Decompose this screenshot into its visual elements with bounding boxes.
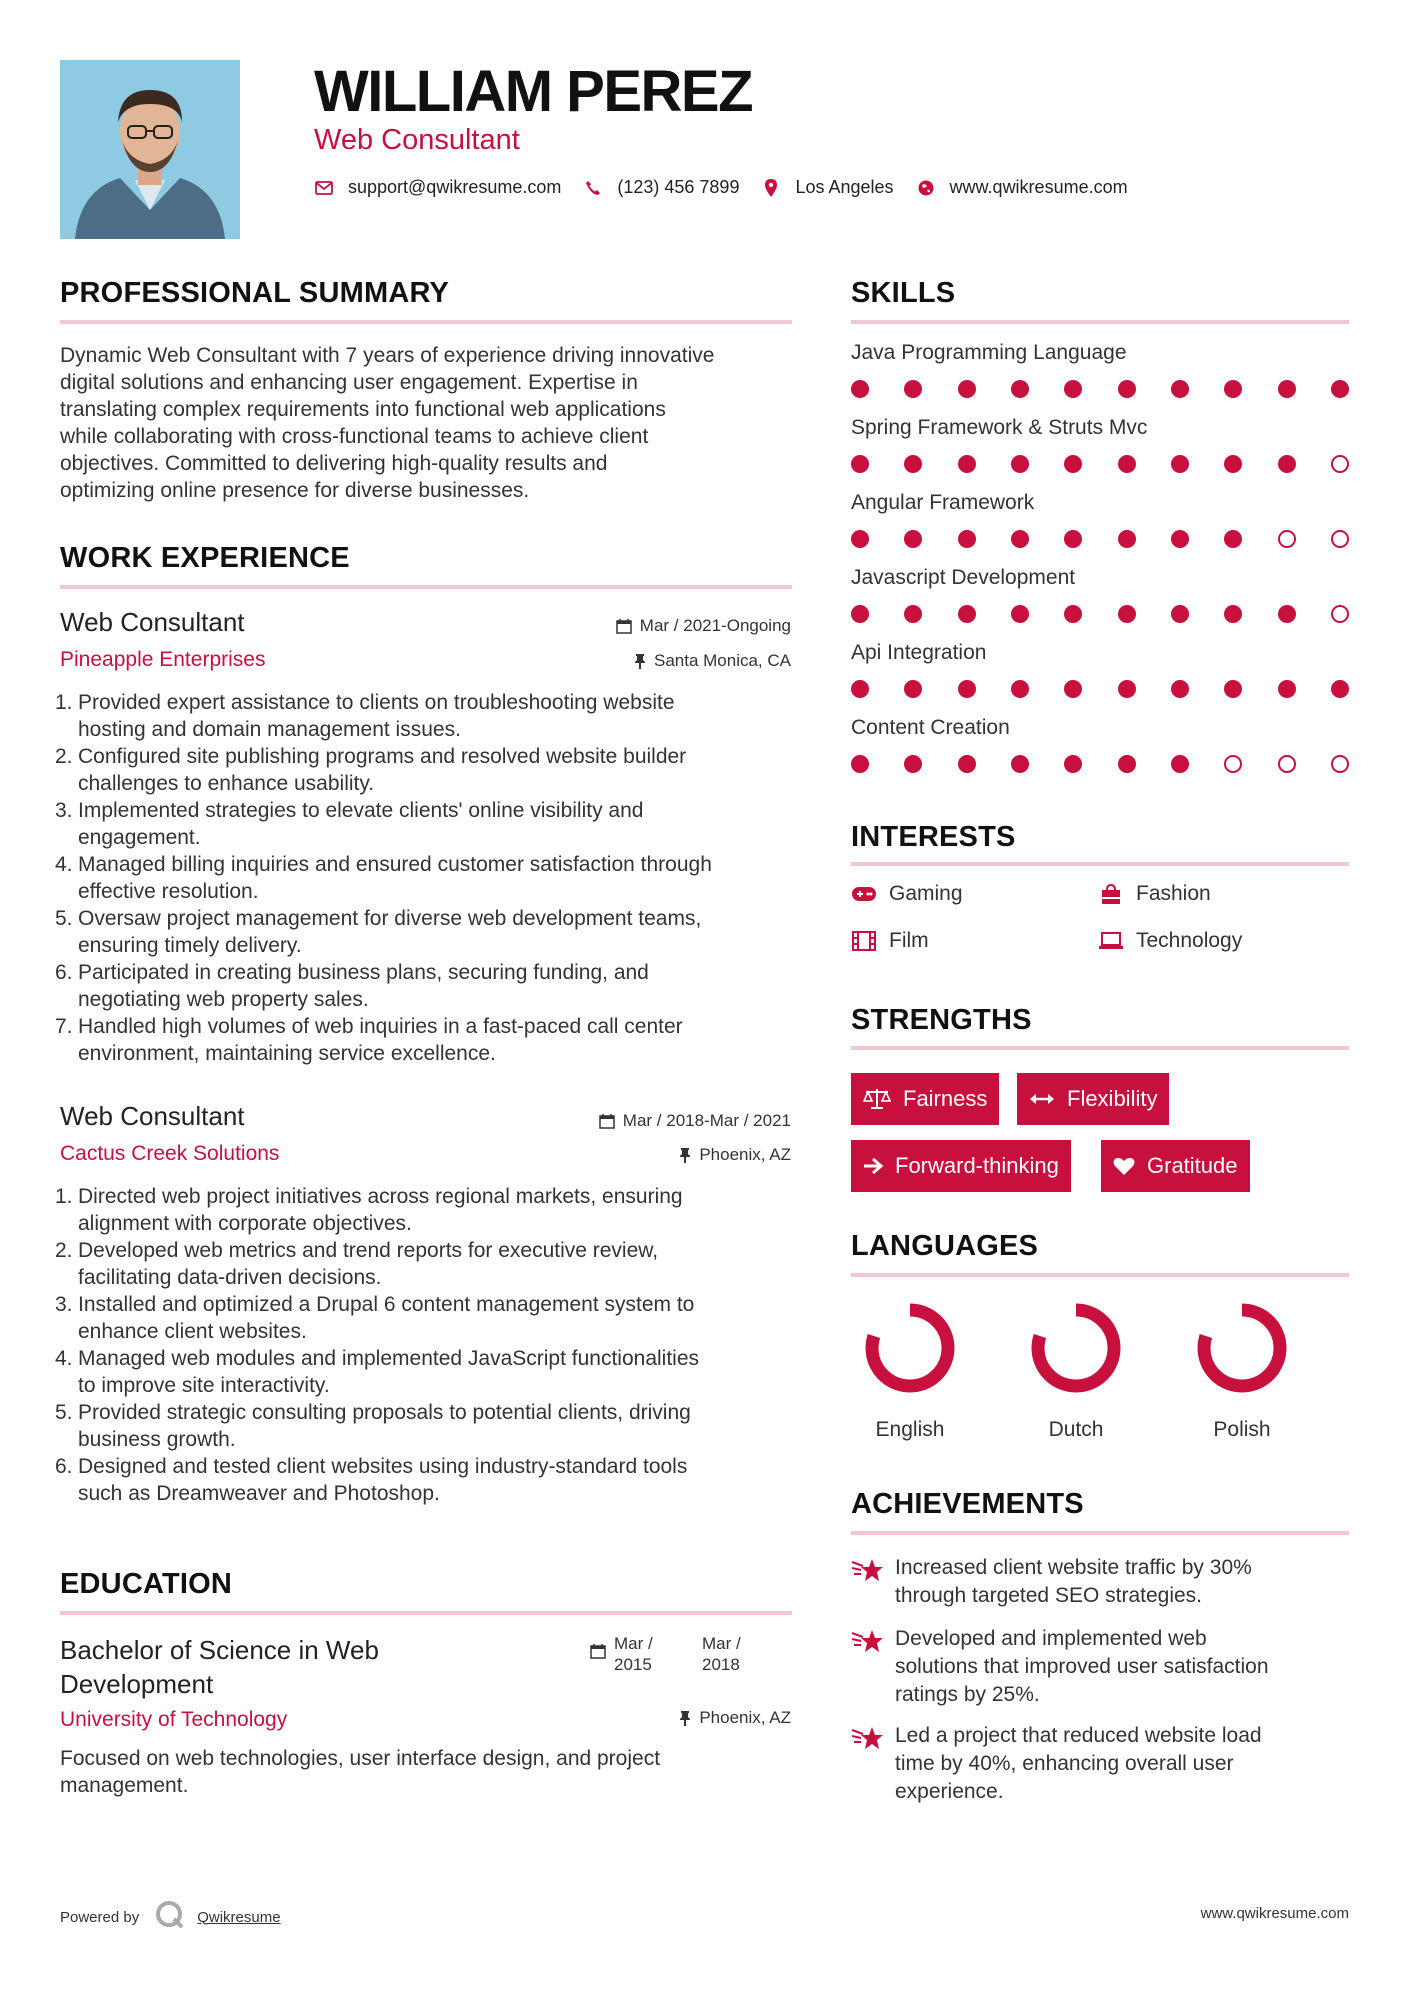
summary-divider: [60, 320, 792, 324]
rating-dot-filled: [1278, 605, 1296, 623]
list-item: [55, 905, 798, 959]
achievement-line: Increased client website traffic by 30%: [895, 1556, 1252, 1579]
list-number: 5.: [55, 1401, 73, 1424]
rating-dot-filled: [851, 755, 869, 773]
list-item: [55, 1291, 798, 1345]
language-level-ring: [1194, 1300, 1290, 1396]
education-location: [679, 1708, 791, 1728]
job-location-text: Santa Monica, CA: [653, 651, 791, 670]
job-dates: [616, 616, 791, 636]
list-item: [55, 1237, 798, 1291]
brand-link[interactable]: Qwikresume: [197, 1908, 281, 1926]
arrow-right-icon: [863, 1157, 883, 1175]
job-company: Pineapple Enterprises: [60, 648, 266, 671]
job-company: Cactus Creek Solutions: [60, 1142, 280, 1165]
gamepad-icon: [851, 883, 877, 905]
interests-heading: INTERESTS: [851, 821, 1016, 853]
education-description: [60, 1745, 800, 1799]
list-line: negotiating web property sales.: [78, 988, 369, 1011]
envelope-icon: [314, 178, 334, 198]
achievement-item: [851, 1625, 1351, 1709]
rating-dot-filled: [1224, 455, 1242, 473]
laptop-icon: [1098, 930, 1124, 952]
rating-dot-filled: [958, 755, 976, 773]
language-level-ring: [1028, 1300, 1124, 1396]
rating-dot-filled: [958, 380, 976, 398]
interest-label: Gaming: [889, 882, 963, 905]
education-end: [702, 1633, 741, 1675]
list-item: [55, 797, 798, 851]
shooting-star-icon: [851, 1722, 895, 1806]
rating-dot-empty: [1331, 605, 1349, 623]
heart-icon: [1113, 1156, 1135, 1176]
job-dates-text: Mar / 2018-Mar / 2021: [622, 1111, 791, 1130]
rating-dot-filled: [1171, 380, 1189, 398]
list-line: Configured site publishing programs and resolved website builder: [78, 745, 687, 768]
list-number: 4.: [55, 1347, 73, 1370]
rating-dot-empty: [1278, 530, 1296, 548]
skill-name: Content Creation: [851, 716, 1010, 739]
pushpin-icon: [679, 1147, 691, 1163]
film-icon: [851, 930, 877, 952]
achievement-line: Developed and implemented web: [895, 1627, 1207, 1650]
list-line: environment, maintaining service excellence.: [78, 1042, 496, 1065]
job-title: Web Consultant: [60, 607, 245, 637]
rating-dot-filled: [1278, 380, 1296, 398]
list-number: 3.: [55, 1293, 73, 1316]
rating-dot-filled: [1278, 455, 1296, 473]
strength-label: Fairness: [903, 1086, 988, 1111]
summary-text: [60, 342, 800, 504]
language-name: Dutch: [1048, 1418, 1104, 1441]
rating-dot-empty: [1331, 755, 1349, 773]
shooting-star-icon: [851, 1554, 895, 1610]
list-line: alignment with corporate objectives.: [78, 1212, 412, 1235]
rating-dot-filled: [958, 680, 976, 698]
strength-tag: [851, 1140, 1071, 1192]
education-heading: EDUCATION: [60, 1568, 233, 1600]
rating-dot-empty: [1278, 755, 1296, 773]
contact-phone[interactable]: (123) 456 7899: [617, 177, 740, 197]
rating-dot-filled: [1331, 680, 1349, 698]
rating-dot-filled: [1118, 380, 1136, 398]
rating-dot-filled: [851, 680, 869, 698]
rating-dot-filled: [851, 605, 869, 623]
list-line: business growth.: [78, 1428, 236, 1451]
rating-dot-filled: [1118, 605, 1136, 623]
rating-dot-filled: [851, 380, 869, 398]
summary-line: digital solutions and enhancing user engagement. Expertise in: [60, 371, 638, 394]
list-line: Participated in creating business plans, securing funding, and: [78, 961, 649, 984]
skill-name: Spring Framework & Struts Mvc: [851, 416, 1148, 439]
list-line: hosting and domain management issues.: [78, 718, 461, 741]
rating-dot-filled: [1118, 755, 1136, 773]
rating-dot-filled: [1118, 530, 1136, 548]
rating-dot-filled: [851, 455, 869, 473]
education-start: [614, 1633, 702, 1675]
list-line: facilitating data-driven decisions.: [78, 1266, 382, 1289]
date-month: Mar /: [614, 1634, 653, 1653]
list-line: engagement.: [78, 826, 201, 849]
experience-heading: WORK EXPERIENCE: [60, 542, 350, 574]
language-level-ring: [862, 1300, 958, 1396]
footer-website[interactable]: www.qwikresume.com: [1200, 1905, 1349, 1922]
list-line: Provided strategic consulting proposals to potential clients, driving: [78, 1401, 691, 1424]
skill-name: Javascript Development: [851, 566, 1076, 589]
language-item: [850, 1300, 970, 1442]
list-item: [55, 743, 798, 797]
pushpin-icon: [634, 653, 646, 669]
degree-title: [60, 1633, 379, 1701]
list-item: [55, 1183, 798, 1237]
summary-line: objectives. Committed to delivering high-quality results and: [60, 452, 608, 475]
rating-dot-filled: [1278, 680, 1296, 698]
strengths-divider: [851, 1046, 1349, 1050]
qwikresume-logo-icon: [155, 1900, 185, 1934]
summary-line: Dynamic Web Consultant with 7 years of experience driving innovative: [60, 344, 715, 367]
rating-dot-filled: [1011, 380, 1029, 398]
job-bullets: [55, 1183, 798, 1507]
language-name: English: [875, 1418, 945, 1441]
achievement-line: ratings by 25%.: [895, 1683, 1040, 1706]
rating-dot-filled: [1224, 380, 1242, 398]
degree-line: Bachelor of Science in Web: [60, 1635, 379, 1665]
rating-dot-empty: [1224, 755, 1242, 773]
candidate-role: Web Consultant: [314, 124, 520, 156]
rating-dot-filled: [851, 530, 869, 548]
interest-label: Film: [889, 929, 929, 952]
list-line: Managed web modules and implemented JavaScript functionalities: [78, 1347, 700, 1370]
achievement-text: [895, 1625, 1269, 1709]
rating-dot-filled: [1224, 680, 1242, 698]
rating-dot-filled: [1171, 755, 1189, 773]
list-number: 6.: [55, 961, 73, 984]
skill-rating: [851, 530, 1349, 548]
interest-item: [851, 929, 929, 953]
degree-line: Development: [60, 1669, 214, 1699]
job-dates-text: Mar / 2021-Ongoing: [639, 616, 791, 635]
strengths-heading: STRENGTHS: [851, 1004, 1032, 1036]
list-line: ensuring timely delivery.: [78, 934, 302, 957]
shopping-bag-icon: [1098, 883, 1124, 905]
job-title: Web Consultant: [60, 1101, 245, 1131]
rating-dot-empty: [1331, 455, 1349, 473]
job-bullets: [55, 689, 798, 1067]
calendar-icon: [590, 1633, 606, 1675]
list-line: Developed web metrics and trend reports for executive review,: [78, 1239, 659, 1262]
list-item: [55, 1345, 798, 1399]
summary-line: translating complex requirements into functional web applications: [60, 398, 666, 421]
achievements-heading: ACHIEVEMENTS: [851, 1488, 1084, 1520]
skill-rating: [851, 380, 1349, 398]
rating-dot-filled: [1118, 680, 1136, 698]
job-dates: [599, 1111, 791, 1131]
strength-label: Flexibility: [1067, 1086, 1158, 1111]
interests-divider: [851, 862, 1349, 866]
rating-dot-filled: [1011, 455, 1029, 473]
list-line: Oversaw project management for diverse web development teams,: [78, 907, 702, 930]
skill-name: Angular Framework: [851, 491, 1035, 514]
list-number: 1.: [55, 691, 73, 714]
language-item: [1182, 1300, 1302, 1442]
job-location-text: Phoenix, AZ: [699, 1145, 791, 1164]
skills-divider: [851, 320, 1349, 324]
rating-dot-filled: [1011, 755, 1029, 773]
education-divider: [60, 1611, 792, 1615]
summary-heading: PROFESSIONAL SUMMARY: [60, 277, 450, 309]
school-name: University of Technology: [60, 1708, 288, 1731]
strength-tag: [1017, 1073, 1169, 1125]
list-item: [55, 1453, 798, 1507]
rating-dot-filled: [904, 380, 922, 398]
list-item: [55, 1399, 798, 1453]
list-item: [55, 1013, 798, 1067]
rating-dot-filled: [1224, 530, 1242, 548]
list-item: [55, 689, 798, 743]
achievement-line: through targeted SEO strategies.: [895, 1584, 1203, 1607]
interest-label: Fashion: [1136, 882, 1211, 905]
rating-dot-filled: [1171, 680, 1189, 698]
contact-location: Los Angeles: [795, 177, 894, 197]
rating-dot-filled: [904, 680, 922, 698]
list-line: Managed billing inquiries and ensured customer satisfaction through: [78, 853, 712, 876]
rating-dot-filled: [1224, 605, 1242, 623]
skills-heading: SKILLS: [851, 277, 956, 309]
globe-icon: [916, 178, 936, 198]
arrows-horizontal-icon: [1029, 1092, 1055, 1106]
rating-dot-filled: [1331, 380, 1349, 398]
list-line: to improve site interactivity.: [78, 1374, 330, 1397]
achievement-line: Led a project that reduced website load: [895, 1724, 1262, 1747]
list-number: 4.: [55, 853, 73, 876]
pushpin-icon: [679, 1710, 691, 1726]
rating-dot-filled: [904, 605, 922, 623]
candidate-name: WILLIAM PEREZ: [314, 59, 753, 124]
achievement-line: experience.: [895, 1780, 1004, 1803]
list-line: Installed and optimized a Drupal 6 content management system to: [78, 1293, 695, 1316]
strength-tag: [1101, 1140, 1250, 1192]
summary-line: optimizing online presence for diverse businesses.: [60, 479, 530, 502]
rating-dot-filled: [1118, 455, 1136, 473]
list-line: such as Dreamweaver and Photoshop.: [78, 1482, 440, 1505]
balance-scale-icon: [863, 1088, 891, 1110]
rating-dot-filled: [904, 530, 922, 548]
achievement-text: [895, 1554, 1252, 1610]
rating-dot-filled: [1171, 530, 1189, 548]
list-line: challenges to enhance usability.: [78, 772, 375, 795]
skill-rating: [851, 680, 1349, 698]
footer-credit: [60, 1900, 281, 1934]
list-number: 5.: [55, 907, 73, 930]
rating-dot-filled: [1171, 605, 1189, 623]
rating-dot-filled: [958, 455, 976, 473]
profile-photo: [60, 60, 240, 239]
list-line: enhance client websites.: [78, 1320, 307, 1343]
strength-tag: [851, 1073, 999, 1125]
interest-label: Technology: [1136, 929, 1243, 952]
list-line: Implemented strategies to elevate clients' online visibility and: [78, 799, 644, 822]
date-month: Mar /: [702, 1634, 741, 1653]
education-dates: [590, 1633, 741, 1675]
skill-rating: [851, 455, 1349, 473]
rating-dot-filled: [904, 455, 922, 473]
rating-dot-filled: [958, 605, 976, 623]
list-line: Directed web project initiatives across regional markets, ensuring: [78, 1185, 683, 1208]
achievement-line: time by 40%, enhancing overall user: [895, 1752, 1234, 1775]
phone-icon: [583, 178, 603, 198]
achievement-line: solutions that improved user satisfaction: [895, 1655, 1269, 1678]
skill-name: Java Programming Language: [851, 341, 1127, 364]
calendar-icon: [599, 1113, 615, 1129]
rating-dot-filled: [1011, 605, 1029, 623]
list-line: Provided expert assistance to clients on troubleshooting website: [78, 691, 675, 714]
list-number: 3.: [55, 799, 73, 822]
strength-label: Gratitude: [1147, 1153, 1238, 1178]
rating-dot-empty: [1331, 530, 1349, 548]
list-item: [55, 851, 798, 905]
job-location: [634, 651, 791, 671]
languages-heading: LANGUAGES: [851, 1230, 1039, 1262]
achievement-item: [851, 1554, 1351, 1610]
rating-dot-filled: [1064, 680, 1082, 698]
job-location: [679, 1145, 791, 1165]
skill-rating: [851, 755, 1349, 773]
rating-dot-filled: [904, 755, 922, 773]
experience-divider: [60, 585, 792, 589]
list-number: 7.: [55, 1015, 73, 1038]
rating-dot-filled: [1064, 455, 1082, 473]
language-name: Polish: [1213, 1418, 1271, 1441]
rating-dot-filled: [1011, 680, 1029, 698]
calendar-icon: [616, 618, 632, 634]
rating-dot-filled: [1011, 530, 1029, 548]
achievement-item: [851, 1722, 1351, 1806]
rating-dot-filled: [1064, 755, 1082, 773]
interest-item: [851, 882, 963, 906]
list-number: 2.: [55, 1239, 73, 1262]
contact-bar: [314, 177, 1150, 198]
list-item: [55, 959, 798, 1013]
contact-website[interactable]: www.qwikresume.com: [949, 177, 1128, 197]
list-line: Designed and tested client websites using industry-standard tools: [78, 1455, 688, 1478]
strength-label: Forward-thinking: [895, 1153, 1059, 1178]
achievements-divider: [851, 1531, 1349, 1535]
skill-name: Api Integration: [851, 641, 987, 664]
powered-by-label: Powered by: [60, 1908, 140, 1926]
map-pin-icon: [761, 178, 781, 198]
rating-dot-filled: [1171, 455, 1189, 473]
list-line: effective resolution.: [78, 880, 259, 903]
language-item: [1016, 1300, 1136, 1442]
list-number: 1.: [55, 1185, 73, 1208]
date-year: 2018: [702, 1655, 740, 1674]
education-location-text: Phoenix, AZ: [699, 1708, 791, 1727]
description-line: Focused on web technologies, user interface design, and project: [60, 1747, 661, 1770]
languages-divider: [851, 1273, 1349, 1277]
list-line: Handled high volumes of web inquiries in a fast-paced call center: [78, 1015, 683, 1038]
date-year: 2015: [614, 1655, 652, 1674]
description-line: management.: [60, 1774, 189, 1797]
list-number: 6.: [55, 1455, 73, 1478]
skill-rating: [851, 605, 1349, 623]
shooting-star-icon: [851, 1625, 895, 1709]
rating-dot-filled: [1064, 530, 1082, 548]
person-portrait-icon: [60, 60, 240, 239]
list-number: 2.: [55, 745, 73, 768]
rating-dot-filled: [1064, 605, 1082, 623]
rating-dot-filled: [1064, 380, 1082, 398]
interest-item: [1098, 929, 1242, 953]
contact-email[interactable]: support@qwikresume.com: [348, 177, 562, 197]
interest-item: [1098, 882, 1211, 906]
achievement-text: [895, 1722, 1262, 1806]
summary-line: while collaborating with cross-functional teams to achieve client: [60, 425, 649, 448]
rating-dot-filled: [958, 530, 976, 548]
